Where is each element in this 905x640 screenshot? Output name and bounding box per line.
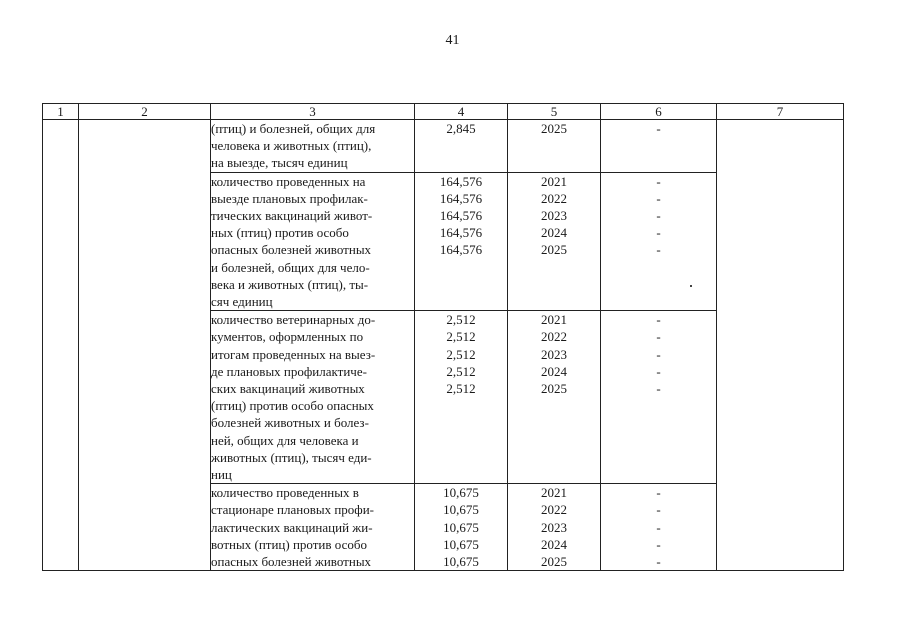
indicator-mark-line: - xyxy=(656,346,661,362)
indicator-value-line: 10,675 xyxy=(443,502,479,518)
indicator-mark xyxy=(601,120,717,173)
indicator-year xyxy=(508,172,601,311)
empty-cell-col7 xyxy=(717,120,844,571)
indicator-year-line: 2024 xyxy=(541,536,567,552)
indicator-value-line: 2,512 xyxy=(446,346,476,362)
indicator-description-line: вотных (птиц) против особо xyxy=(211,536,367,552)
indicator-description-line: кументов, оформленных по xyxy=(211,329,364,345)
indicator-mark-line: - xyxy=(656,225,661,241)
data-table xyxy=(42,103,844,571)
indicator-description-line: человека и животных (птиц), xyxy=(211,138,372,154)
indicator-description-line: лактических вакцинаций жи- xyxy=(211,519,373,535)
indicator-value-line: 2,845 xyxy=(446,121,476,136)
indicator-description-line: сяч единиц xyxy=(211,294,273,310)
indicator-value xyxy=(415,172,508,311)
indicator-value-line: 10,675 xyxy=(443,519,479,535)
indicator-year-line: 2025 xyxy=(541,242,567,258)
indicator-value-line: 10,675 xyxy=(443,485,479,501)
indicator-value xyxy=(415,120,508,173)
indicator-value-line: 164,576 xyxy=(439,225,483,241)
indicator-value-line: 2,512 xyxy=(446,329,476,345)
indicator-description-line: стационаре плановых профи- xyxy=(211,502,375,518)
indicator-mark-line: - xyxy=(656,381,661,397)
indicator-description-line: тических вакцинаций живот- xyxy=(211,208,373,224)
table-row xyxy=(43,120,844,173)
indicator-mark xyxy=(601,311,717,484)
indicator-value-line: 2,512 xyxy=(446,381,476,397)
header-cell-7: 7 xyxy=(717,104,844,120)
indicator-mark-line: - xyxy=(656,190,661,206)
indicator-year-line: 2023 xyxy=(541,519,567,535)
indicator-description xyxy=(211,311,415,484)
indicator-description-line: количество ветеринарных до- xyxy=(211,312,376,328)
indicator-mark-line: - xyxy=(656,242,661,258)
indicator-value-line: 10,675 xyxy=(443,554,479,570)
indicator-description-line: выезде плановых профилак- xyxy=(211,190,368,206)
indicator-mark-line: - xyxy=(656,485,661,501)
indicator-year xyxy=(508,311,601,484)
indicator-mark-line: - xyxy=(656,502,661,518)
indicator-mark-line: - xyxy=(656,536,661,552)
header-cell-6: 6 xyxy=(601,104,717,120)
empty-cell-col1 xyxy=(43,120,79,571)
indicator-description xyxy=(211,120,415,173)
indicator-value-line: 164,576 xyxy=(439,242,483,258)
indicator-mark-line: - xyxy=(656,312,661,328)
indicator-mark-line: - xyxy=(656,329,661,345)
indicator-description-line: на выезде, тысяч единиц xyxy=(211,155,348,171)
indicator-mark xyxy=(601,172,717,311)
indicator-value xyxy=(415,484,508,571)
indicator-year-line: 2024 xyxy=(541,363,567,379)
indicator-value-line: 164,576 xyxy=(439,173,483,189)
indicator-mark-line: - xyxy=(656,121,661,136)
indicator-description-line: (птиц) и болезней, общих для xyxy=(211,121,376,136)
indicator-year-line: 2024 xyxy=(541,225,567,241)
header-cell-4: 4 xyxy=(415,104,508,120)
indicator-description-line: ских вакцинаций животных xyxy=(211,381,365,397)
indicator-value-line: 2,512 xyxy=(446,363,476,379)
indicator-description-line: и болезней, общих для чело- xyxy=(211,259,370,275)
indicator-description-line: ных (птиц) против особо xyxy=(211,225,349,241)
indicator-description-line: ней, общих для человека и xyxy=(211,432,359,448)
indicator-description-line: болезней животных и болез- xyxy=(211,415,369,431)
indicator-year-line: 2022 xyxy=(541,190,567,206)
indicator-value-line: 2,512 xyxy=(446,312,476,328)
scan-speck xyxy=(690,285,692,287)
indicator-description xyxy=(211,172,415,311)
indicator-year xyxy=(508,120,601,173)
indicator-mark-line: - xyxy=(656,519,661,535)
indicator-description-line: ниц xyxy=(211,467,232,483)
indicator-year-line: 2025 xyxy=(541,554,567,570)
header-cell-2: 2 xyxy=(79,104,211,120)
indicator-year-line: 2023 xyxy=(541,346,567,362)
empty-cell-col2 xyxy=(79,120,211,571)
indicator-description-line: опасных болезней животных xyxy=(211,554,372,570)
header-cell-1: 1 xyxy=(43,104,79,120)
indicator-year xyxy=(508,484,601,571)
indicator-mark-line: - xyxy=(656,173,661,189)
indicator-value-line: 164,576 xyxy=(439,190,483,206)
indicator-mark-line: - xyxy=(656,363,661,379)
indicator-description-line: века и животных (птиц), ты- xyxy=(211,276,369,292)
indicator-value-line: 164,576 xyxy=(439,208,483,224)
indicator-mark-line: - xyxy=(656,208,661,224)
indicator-value xyxy=(415,311,508,484)
indicator-year-line: 2025 xyxy=(541,381,567,397)
header-cell-3: 3 xyxy=(211,104,415,120)
page-number: 41 xyxy=(445,33,460,48)
indicator-year-line: 2025 xyxy=(541,121,567,136)
header-cell-5: 5 xyxy=(508,104,601,120)
indicator-year-line: 2021 xyxy=(541,485,567,501)
indicator-description-line: опасных болезней животных xyxy=(211,242,372,258)
indicator-value-line: 10,675 xyxy=(443,536,479,552)
indicator-description-line: количество проведенных на xyxy=(211,173,366,189)
indicator-description xyxy=(211,484,415,571)
indicator-year-line: 2023 xyxy=(541,208,567,224)
indicator-description-line: итогам проведенных на выез- xyxy=(211,346,376,362)
indicator-year-line: 2022 xyxy=(541,329,567,345)
indicator-mark-line: - xyxy=(656,554,661,570)
indicator-mark xyxy=(601,484,717,571)
indicator-year-line: 2021 xyxy=(541,173,567,189)
indicator-description-line: де плановых профилактиче- xyxy=(211,363,367,379)
indicator-description-line: количество проведенных в xyxy=(211,485,359,501)
indicator-year-line: 2021 xyxy=(541,312,567,328)
indicator-description-line: животных (птиц), тысяч еди- xyxy=(211,449,372,465)
indicator-description-line: (птиц) против особо опасных xyxy=(211,398,374,414)
indicator-year-line: 2022 xyxy=(541,502,567,518)
header-row xyxy=(43,104,844,120)
